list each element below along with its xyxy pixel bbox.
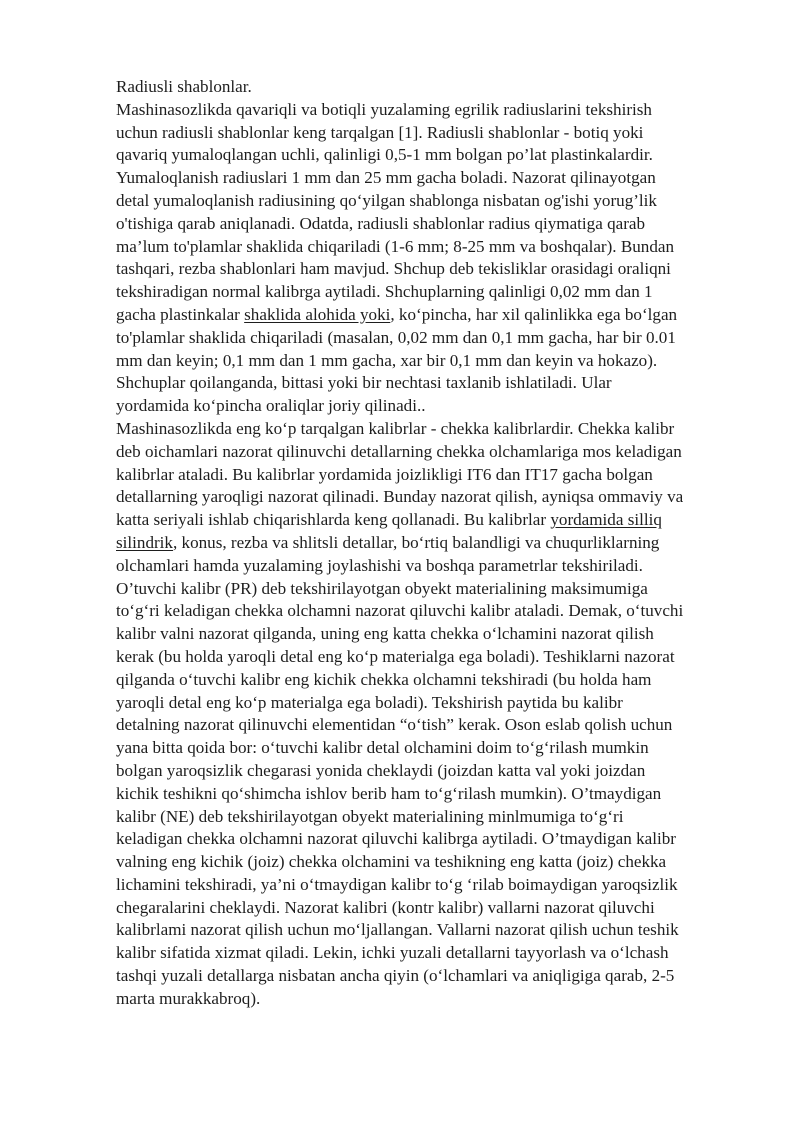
text-segment: to'plamlar shaklida chiqariladi (masalan, 0,02 mm dan 0,1 mm gacha, har bir 0.01 bbox=[116, 327, 676, 347]
text-segment: O’tuvchi kalibr (PR) deb tekshirilayotgan obyekt materialining maksimumiga bbox=[116, 578, 648, 598]
text-segment: lichamini tekshiradi, ya’ni o‘tmaydigan kalibr to‘g ‘rilab boimaydigan yaroqsizlik bbox=[116, 874, 678, 894]
text-segment: uchun radiusli shablonlar keng tarqalgan [1]. Radiusli shablonlar - botiq yoki bbox=[116, 122, 644, 142]
text-line bbox=[116, 578, 746, 601]
text-line bbox=[116, 828, 746, 851]
text-segment: detalning nazorat qilinuvchi elementidan “o‘tish” kerak. Oson eslab qolish uchun bbox=[116, 715, 673, 735]
text-line bbox=[116, 919, 746, 942]
text-line bbox=[116, 236, 746, 259]
text-segment: kalibr valni nazorat qilganda, uning eng katta chekka o‘lchamini nazorat qilish bbox=[116, 624, 654, 644]
text-segment: kerak (bu holda yaroqli detal eng ko‘p materialga ega boladi). Teshiklarni nazorat bbox=[116, 646, 675, 666]
text-segment: Yumaloqlanish radiuslari 1 mm dan 25 mm gacha boladi. Nazorat qilinayotgan bbox=[116, 168, 656, 188]
text-line bbox=[116, 486, 746, 509]
text-segment: detal yumaloqlanish radiusining qo‘yilgan shablonga nisbatan og'ishi yorug’lik bbox=[116, 190, 657, 210]
document-title: Radiusli shablonlar. bbox=[116, 77, 252, 96]
text-segment: kalibrlami nazorat qilish uchun mo‘ljallangan. Vallarni nazorat qilish uchun teshik bbox=[116, 920, 679, 940]
text-segment: kichik teshikni qo‘shimcha ishlov berib ham to‘g‘rilash mumkin). O’tmaydigan bbox=[116, 783, 662, 803]
text-line bbox=[116, 464, 746, 487]
text-line bbox=[116, 532, 746, 555]
text-segment: Mashinasozlikda qavariqli va botiqli yuzalaming egrilik radiuslarini tekshirish bbox=[116, 99, 652, 119]
text-segment: Shchuplar qoilanganda, bittasi yoki bir nechtasi taxlanib ishlatiladi. Ular bbox=[116, 373, 612, 393]
text-line bbox=[116, 646, 746, 669]
text-line bbox=[116, 99, 746, 122]
text-segment: bolgan yaroqsizlik chegarasi yonida cheklaydi (joizdan katta val yoki joizdan bbox=[116, 760, 646, 780]
document-page bbox=[116, 76, 746, 1011]
text-segment: kalibrlar ataladi. Bu kalibrlar yordamida joizlikligi IT6 dan IT17 gacha bolgan bbox=[116, 464, 653, 484]
text-segment: chegaralarini cheklaydi. Nazorat kalibri (kontr kalibr) vallarni nazorat qiluvchi bbox=[116, 897, 655, 917]
document-body bbox=[116, 99, 746, 1011]
text-line bbox=[116, 851, 746, 874]
text-segment: tashqari, rezba shablonlari ham mavjud. Shchup deb tekisliklar orasidagi oraliqni bbox=[116, 259, 671, 279]
text-line bbox=[116, 737, 746, 760]
text-line bbox=[116, 623, 746, 646]
text-line bbox=[116, 418, 746, 441]
text-line bbox=[116, 372, 746, 395]
text-line bbox=[116, 669, 746, 692]
text-line bbox=[116, 441, 746, 464]
text-line bbox=[116, 304, 746, 327]
text-line bbox=[116, 327, 746, 350]
text-segment: yordamida ko‘pincha oraliqlar joriy qilinadi.. bbox=[116, 396, 426, 416]
text-line bbox=[116, 874, 746, 897]
text-line bbox=[116, 806, 746, 829]
text-segment: Mashinasozlikda eng ko‘p tarqalgan kalibrlar - chekka kalibrlardir. Chekka kalibr bbox=[116, 418, 675, 438]
text-line bbox=[116, 395, 746, 418]
text-line bbox=[116, 714, 746, 737]
text-segment: to‘g‘ri keladigan chekka olchamni nazorat qiluvchi kalibr ataladi. Demak, o‘tuvchi bbox=[116, 601, 684, 621]
text-line bbox=[116, 783, 746, 806]
text-segment: tekshiradigan normal kalibrga aytiladi. Shchuplarning qalinligi 0,02 mm dan 1 bbox=[116, 282, 653, 302]
text-line bbox=[116, 281, 746, 304]
text-segment: qavariq yumaloqlangan uchli, qalinligi 0,5-1 mm bolgan po’lat plastinkalardir. bbox=[116, 145, 653, 165]
text-line bbox=[116, 965, 746, 988]
text-line bbox=[116, 555, 746, 578]
text-line bbox=[116, 509, 746, 532]
text-line bbox=[116, 897, 746, 920]
underlined-phrase: silindrik bbox=[116, 532, 173, 552]
underlined-phrase: shaklida alohida yoki bbox=[244, 304, 391, 324]
text-line bbox=[116, 213, 746, 236]
text-segment: keladigan chekka olchamni nazorat qiluvchi kalibrga aytiladi. O’tmaydigan kalibr bbox=[116, 829, 676, 849]
text-segment: valning eng kichik (joiz) chekka olchamini va teshikning eng katta (joiz) chekka bbox=[116, 852, 667, 872]
text-line bbox=[116, 190, 746, 213]
text-segment: qilganda o‘tuvchi kalibr eng kichik chekka olchamni tekshiradi (bu holda ham bbox=[116, 669, 652, 689]
text-line bbox=[116, 600, 746, 623]
text-segment: tashqi yuzali detallarga nisbatan ancha qiyin (o‘lchamlari va aniqligiga qarab, 2-5 bbox=[116, 966, 675, 986]
text-line bbox=[116, 350, 746, 373]
text-segment: yana bitta qoida bor: o‘tuvchi kalibr detal olchamini doim to‘g‘rilash mumkin bbox=[116, 738, 649, 758]
text-line bbox=[116, 167, 746, 190]
text-segment: , ko‘pincha, har xil qalinlikka ega bo‘lgan bbox=[390, 304, 678, 324]
text-segment: deb oichamlari nazorat qilinuvchi detallarning chekka olchamlariga mos keladigan bbox=[116, 441, 682, 461]
text-line bbox=[116, 692, 746, 715]
text-segment: yaroqli detal eng ko‘p materialga ega boladi). Tekshirish paytida bu kalibr bbox=[116, 692, 623, 712]
text-segment: kalibr sifatida xizmat qiladi. Lekin, ichki yuzali detallarni tayyorlash va o‘lchash bbox=[116, 943, 669, 963]
text-segment: o'tishiga qarab aniqlanadi. Odatda, radiusli shablonlar radius qiymatiga qarab bbox=[116, 213, 646, 233]
text-segment: marta murakkabroq). bbox=[116, 988, 261, 1008]
text-segment: , konus, rezba va shlitsli detallar, bo‘rtiq balandligi va chuqurliklarning bbox=[172, 532, 660, 552]
text-segment: olchamlari hamda yuzalaming joylashishi va boshqa parametrlar tekshiriladi. bbox=[116, 555, 643, 575]
text-segment: gacha plastinkalar bbox=[116, 304, 245, 324]
text-line bbox=[116, 942, 746, 965]
underlined-phrase: yordamida silliq bbox=[550, 510, 662, 530]
text-line bbox=[116, 258, 746, 281]
text-line bbox=[116, 988, 746, 1011]
text-line bbox=[116, 760, 746, 783]
text-line bbox=[116, 144, 746, 167]
text-segment: detallarning yaroqligi nazorat qilinadi. Bunday nazorat qilish, ayniqsa ommaviy va bbox=[116, 487, 684, 507]
text-segment: katta seriyali ishlab chiqarishlarda keng qollanadi. Bu kalibrlar bbox=[116, 510, 551, 530]
text-segment: kalibr (NE) deb tekshirilayotgan obyekt materialining minlmumiga to‘g‘ri bbox=[116, 806, 624, 826]
text-segment: mm dan keyin; 0,1 mm dan 1 mm gacha, xar bir 0,1 mm dan keyin va hokazo). bbox=[116, 350, 658, 370]
text-segment: ma’lum to'plamlar shaklida chiqariladi (1-6 mm; 8-25 mm va boshqalar). Bundan bbox=[116, 236, 675, 256]
text-line bbox=[116, 122, 746, 145]
